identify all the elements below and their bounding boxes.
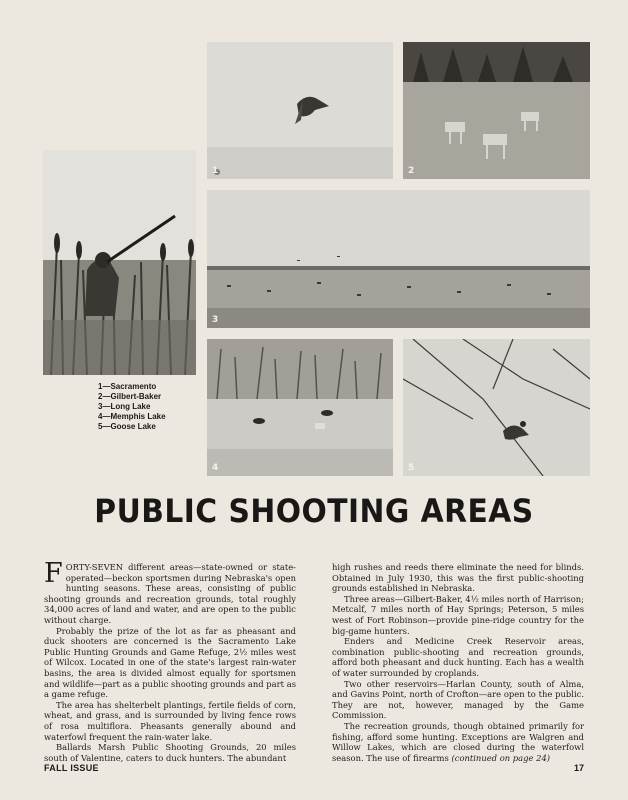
page-title: PUBLIC SHOOTING AREAS xyxy=(94,492,534,530)
photo-number: 1 xyxy=(212,166,219,176)
article-column-1 xyxy=(44,558,296,763)
legend-item: 3—Long Lake xyxy=(98,402,151,411)
legend-item: 4—Memphis Lake xyxy=(98,412,166,421)
photo-3-long-lake xyxy=(207,190,590,328)
photo-2-gilbert-baker xyxy=(403,42,590,179)
article-paragraph: high rushes and reeds there eliminate the need for blinds. Obtained in July 1930, this was the first public-shooting grounds established in Nebraska. xyxy=(332,562,584,594)
legend-item: 2—Gilbert-Baker xyxy=(98,392,162,401)
article-paragraph: FORTY-SEVEN different areas—state-owned or state-operated—beckon sportsmen during Nebraska's open hunting seasons. These areas, consisting of public shooting grounds and recreation grounds, total roughly 34,000 acres of land and water, and are open to the public without charge. xyxy=(44,558,296,625)
photo-number: 3 xyxy=(212,315,219,325)
article-paragraph: Enders and Medicine Creek Reservoir areas, combination public-shooting and recreation grounds, afford both pheasant and duck hunting. Each has a wealth of water surrounded by croplands. xyxy=(332,636,584,678)
article-paragraph: Probably the prize of the lot as far as pheasant and duck shooters are concerned is the Sacramento Lake Public Hunting Grounds and Game Refuge, 2½ miles west of Wilcox. Located in one of the state's largest rain-water basins, the area is divided almost equally for sportsmen and wildlife—part as a public shooting grounds and part as a game refuge. xyxy=(44,625,296,700)
article-column-2 xyxy=(332,562,584,763)
photo-number: 5 xyxy=(408,463,415,473)
photo-hunter xyxy=(43,150,196,375)
flying-pheasant-illustration xyxy=(207,42,393,179)
page-number: 17 xyxy=(574,763,585,773)
continued-note: (continued on page 24) xyxy=(451,752,551,763)
photo-5-goose-lake xyxy=(403,339,590,476)
article-paragraph: Three areas—Gilbert-Baker, 4½ miles north of Harrison; Metcalf, 7 miles north of Hay Springs; Peterson, 5 miles west of Fort Robinson—provide pine-ridge country for the big-game hunters. xyxy=(332,593,584,636)
footer-issue: FALL ISSUE xyxy=(44,763,99,773)
photo-4-memphis-lake xyxy=(207,339,393,476)
photo-number: 4 xyxy=(212,463,219,473)
pheasant-branches-illustration xyxy=(403,339,590,476)
article-paragraph: The recreation grounds, though obtained primarily for fishing, afford some hunting. Exceptions are Walgren and Willow Lakes, which are closed during the waterfowl season. The use of firearms (continued on page 24) xyxy=(332,720,584,763)
photo-legend xyxy=(98,382,166,432)
article-paragraph: Two other reservoirs—Harlan County, south of Alma, and Gavins Point, north of Crofton—are open to the public. They are not, however, managed by the Game Commission. xyxy=(332,678,584,721)
legend-item: 1—Sacramento xyxy=(98,382,157,391)
article-paragraph: The area has shelterbelt plantings, fertile fields of corn, wheat, and grass, and is surrounded by living fence rows of rosa multiflora. Pheasants generally abound and waterfowl frequent the rain-water lake. xyxy=(44,699,296,742)
legend-item: 5—Goose Lake xyxy=(98,422,156,431)
drop-cap: F xyxy=(44,558,63,589)
photo-1-sacramento xyxy=(207,42,393,179)
marsh-ducks-illustration xyxy=(207,339,393,476)
hunter-reeds-illustration xyxy=(43,150,196,375)
waterfowl-lake-illustration xyxy=(207,190,590,328)
deer-field-illustration xyxy=(403,42,590,179)
photo-number: 2 xyxy=(408,166,415,176)
article-paragraph: Ballards Marsh Public Shooting Grounds, 20 miles south of Valentine, caters to duck hunters. The abundant xyxy=(44,742,296,763)
